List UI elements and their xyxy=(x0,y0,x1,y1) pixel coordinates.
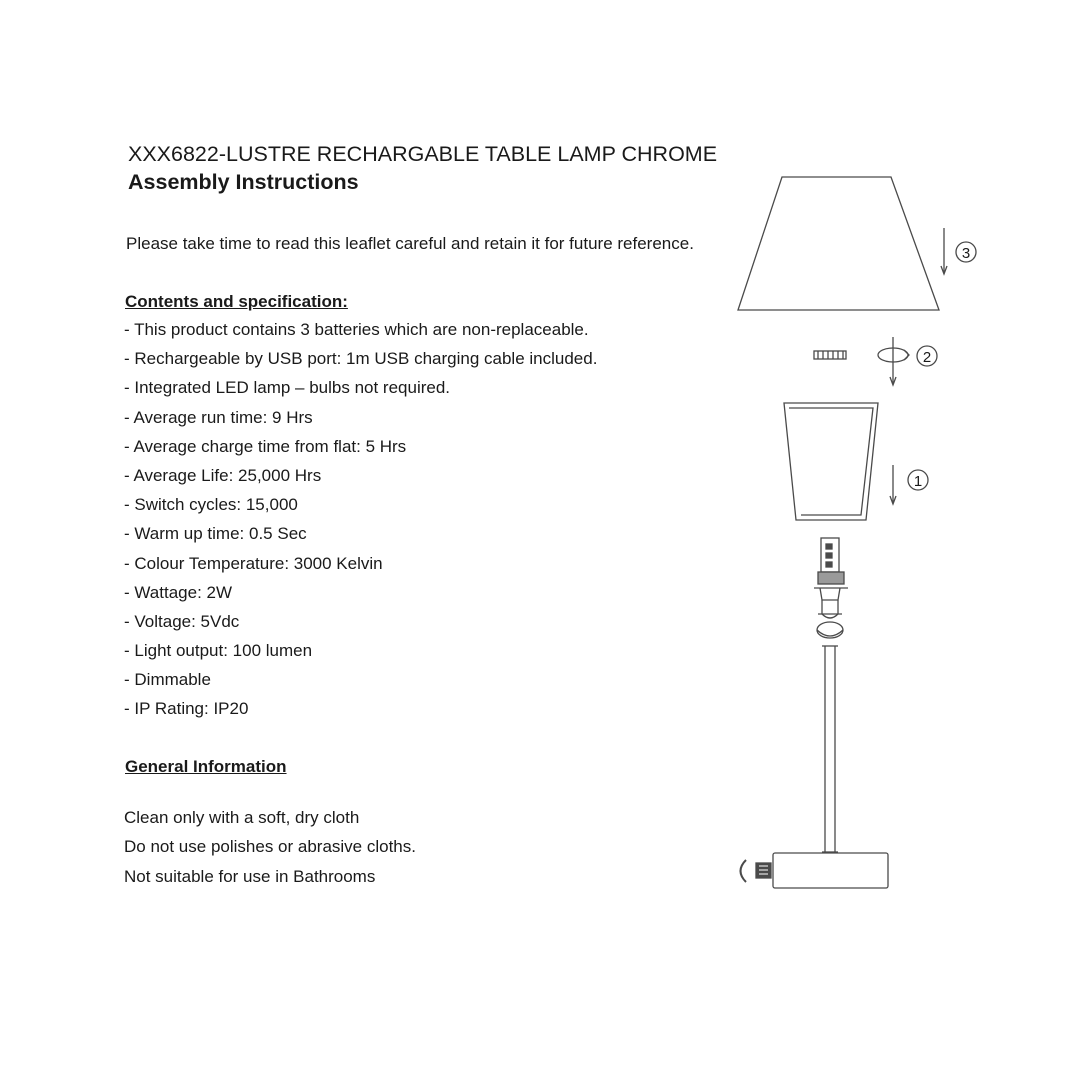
step1-down-arrow xyxy=(890,465,896,504)
step2-number: 2 xyxy=(922,349,932,366)
spec-list xyxy=(124,319,597,728)
info-item: Do not use polishes or abrasive cloths. xyxy=(124,837,416,857)
contents-heading: Contents and specification: xyxy=(125,292,348,311)
step3-number: 3 xyxy=(961,245,971,262)
spec-item: - Wattage: 2W xyxy=(124,582,233,602)
spec-item: - Warm up time: 0.5 Sec xyxy=(124,524,307,544)
step3-badge xyxy=(956,242,976,262)
spec-item: - Light output: 100 lumen xyxy=(124,641,313,661)
threaded-ring xyxy=(814,351,846,359)
led-module xyxy=(821,538,839,572)
lamp-assembly-diagram xyxy=(700,160,1020,920)
spec-item: - Dimmable xyxy=(124,670,211,690)
step1-number: 1 xyxy=(913,473,923,490)
document-title: XXX6822-LUSTRE RECHARGABLE TABLE LAMP CHROME xyxy=(128,142,718,166)
step3-down-arrow xyxy=(941,228,947,274)
spec-item: - Switch cycles: 15,000 xyxy=(124,495,298,515)
spec-item: - Rechargeable by USB port: 1m USB charging cable included. xyxy=(124,349,598,369)
document-subtitle: Assembly Instructions xyxy=(128,170,359,194)
info-item: Not suitable for use in Bathrooms xyxy=(124,866,376,886)
lamp-stem xyxy=(817,614,843,852)
step2-down-arrow xyxy=(890,337,896,385)
info-item: Clean only with a soft, dry cloth xyxy=(124,808,360,827)
step2-badge xyxy=(917,346,937,366)
lamp-fitting xyxy=(814,572,848,614)
usb-port-icon xyxy=(741,860,772,882)
lamp-shade xyxy=(738,177,939,310)
intro-text: Please take time to read this leaflet careful and retain it for future reference. xyxy=(126,234,694,253)
spec-item: - Integrated LED lamp – bulbs not required. xyxy=(124,378,451,398)
general-heading: General Information xyxy=(125,757,287,776)
lamp-base xyxy=(773,853,888,888)
general-info-list xyxy=(124,807,416,895)
step1-badge xyxy=(908,470,928,490)
spec-item: - Average Life: 25,000 Hrs xyxy=(124,465,322,485)
spec-item: - Colour Temperature: 3000 Kelvin xyxy=(124,553,383,573)
spec-item: - Voltage: 5Vdc xyxy=(124,611,240,631)
diffuser-cup xyxy=(784,403,878,520)
spec-item: - Average run time: 9 Hrs xyxy=(124,407,313,427)
spec-item: - Average charge time from flat: 5 Hrs xyxy=(124,436,407,456)
spec-item: - IP Rating: IP20 xyxy=(124,699,249,719)
spec-item: - This product contains 3 batteries which are non-replaceable. xyxy=(124,320,589,339)
